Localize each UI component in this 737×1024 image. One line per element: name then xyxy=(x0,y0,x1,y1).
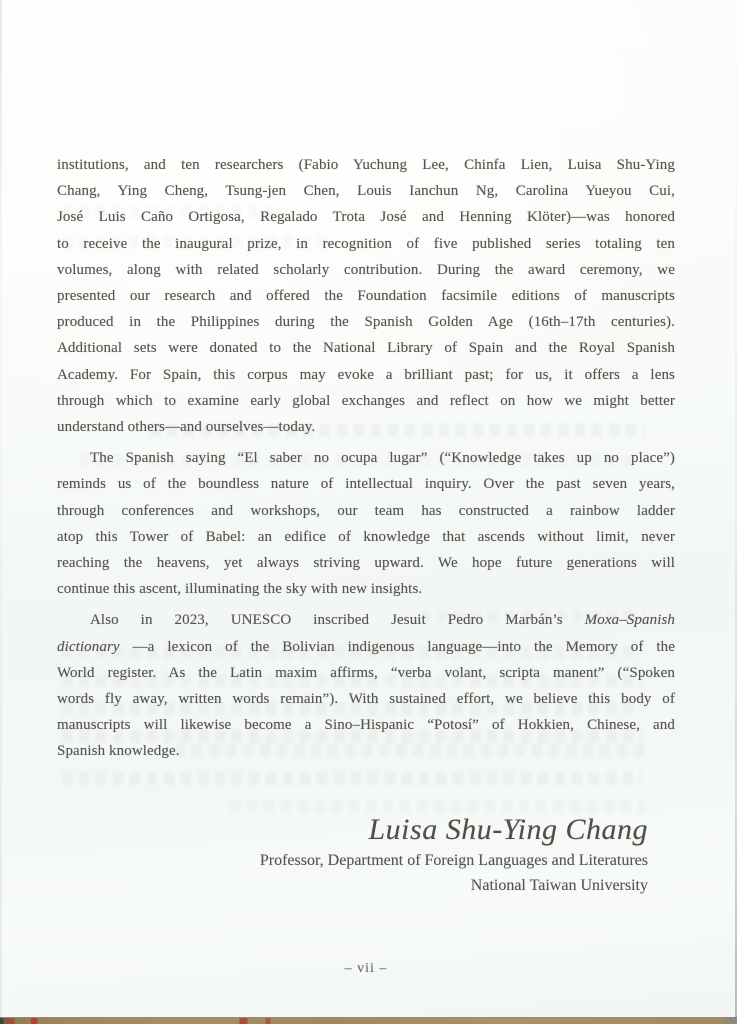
text-line: understand others—and ourselves—today. xyxy=(57,419,316,436)
text-line: words fly away, written words remain”). With sustained effort, we believe this body of xyxy=(57,691,675,708)
text-line: Academy. For Spain, this corpus may evoke a brilliant past; for us, it offers a lens xyxy=(57,366,675,383)
paragraph xyxy=(57,445,675,602)
text-line: through conferences and workshops, our team has constructed a rainbow ladder xyxy=(57,502,675,519)
italic-text-segment: Moxa–Spanish xyxy=(584,612,675,629)
text-line: continue this ascent, illuminating the sky with new insights. xyxy=(57,581,423,598)
paragraph xyxy=(57,152,675,440)
italic-text-segment: dictionary xyxy=(57,638,133,655)
paragraphs-container xyxy=(57,152,675,765)
signature-name: Luisa Shu-Ying Chang xyxy=(368,813,648,846)
text-line: to receive the inaugural prize, in recognition of five published series totaling ten xyxy=(57,235,675,252)
signature-institution: National Taiwan University xyxy=(470,877,648,894)
text-line: manuscripts will likewise become a Sino–Hispanic “Potosí” of Hokkien, Chinese, and xyxy=(57,717,675,734)
text-line: through which to examine early global exchanges and reflect on how we might better xyxy=(57,392,675,409)
text-line: José Luis Caño Ortigosa, Regalado Trota José and Henning Klöter)—was honored xyxy=(57,209,675,226)
text-line xyxy=(57,607,675,633)
page-number: – vii – xyxy=(344,961,388,976)
signature-block xyxy=(260,812,648,898)
text-line: Additional sets were donated to the National Library of Spain and the Royal Spanish xyxy=(57,340,675,357)
page-edge-left xyxy=(0,0,2,1018)
page-edge-bottom xyxy=(0,1018,737,1024)
text-segment: —a lexicon of the Bolivian indigenous language—into the Memory of the xyxy=(132,638,675,655)
bleedthrough-row xyxy=(62,772,642,785)
text-line: institutions, and ten researchers (Fabio Yuchung Lee, Chinfa Lien, Luisa Shu-Ying xyxy=(57,157,675,173)
text-line xyxy=(57,634,675,660)
text-line: Spanish knowledge. xyxy=(57,743,180,760)
signature-title: Professor, Department of Foreign Languages and Literatures xyxy=(259,852,648,869)
text-line: World register. As the Latin maxim affirms, “verba volant, scripta manent” (“Spoken xyxy=(57,664,675,681)
page-text xyxy=(57,152,675,770)
text-line: produced in the Philippines during the Spanish Golden Age (16th–17th centuries). xyxy=(57,314,675,331)
paragraph xyxy=(57,607,675,764)
text-line: atop this Tower of Babel: an edifice of knowledge that ascends without limit, never xyxy=(57,528,675,545)
text-line: The Spanish saying “El saber no ocupa lugar” (“Knowledge takes up no place”) xyxy=(90,450,675,467)
text-line: reminds us of the boundless nature of intellectual inquiry. Over the past seven years, xyxy=(57,476,675,493)
text-line: Chang, Ying Cheng, Tsung-jen Chen, Louis Ianchun Ng, Carolina Yueyou Cui, xyxy=(57,183,675,200)
text-segment: Also in 2023, UNESCO inscribed Jesuit Pedro Marbán’s xyxy=(90,612,585,629)
text-line: reaching the heavens, yet always striving upward. We hope future generations will xyxy=(57,555,675,572)
text-line: volumes, along with related scholarly contribution. During the award ceremony, we xyxy=(57,261,675,278)
text-line: presented our research and offered the Foundation facsimile editions of manuscripts xyxy=(57,288,675,305)
